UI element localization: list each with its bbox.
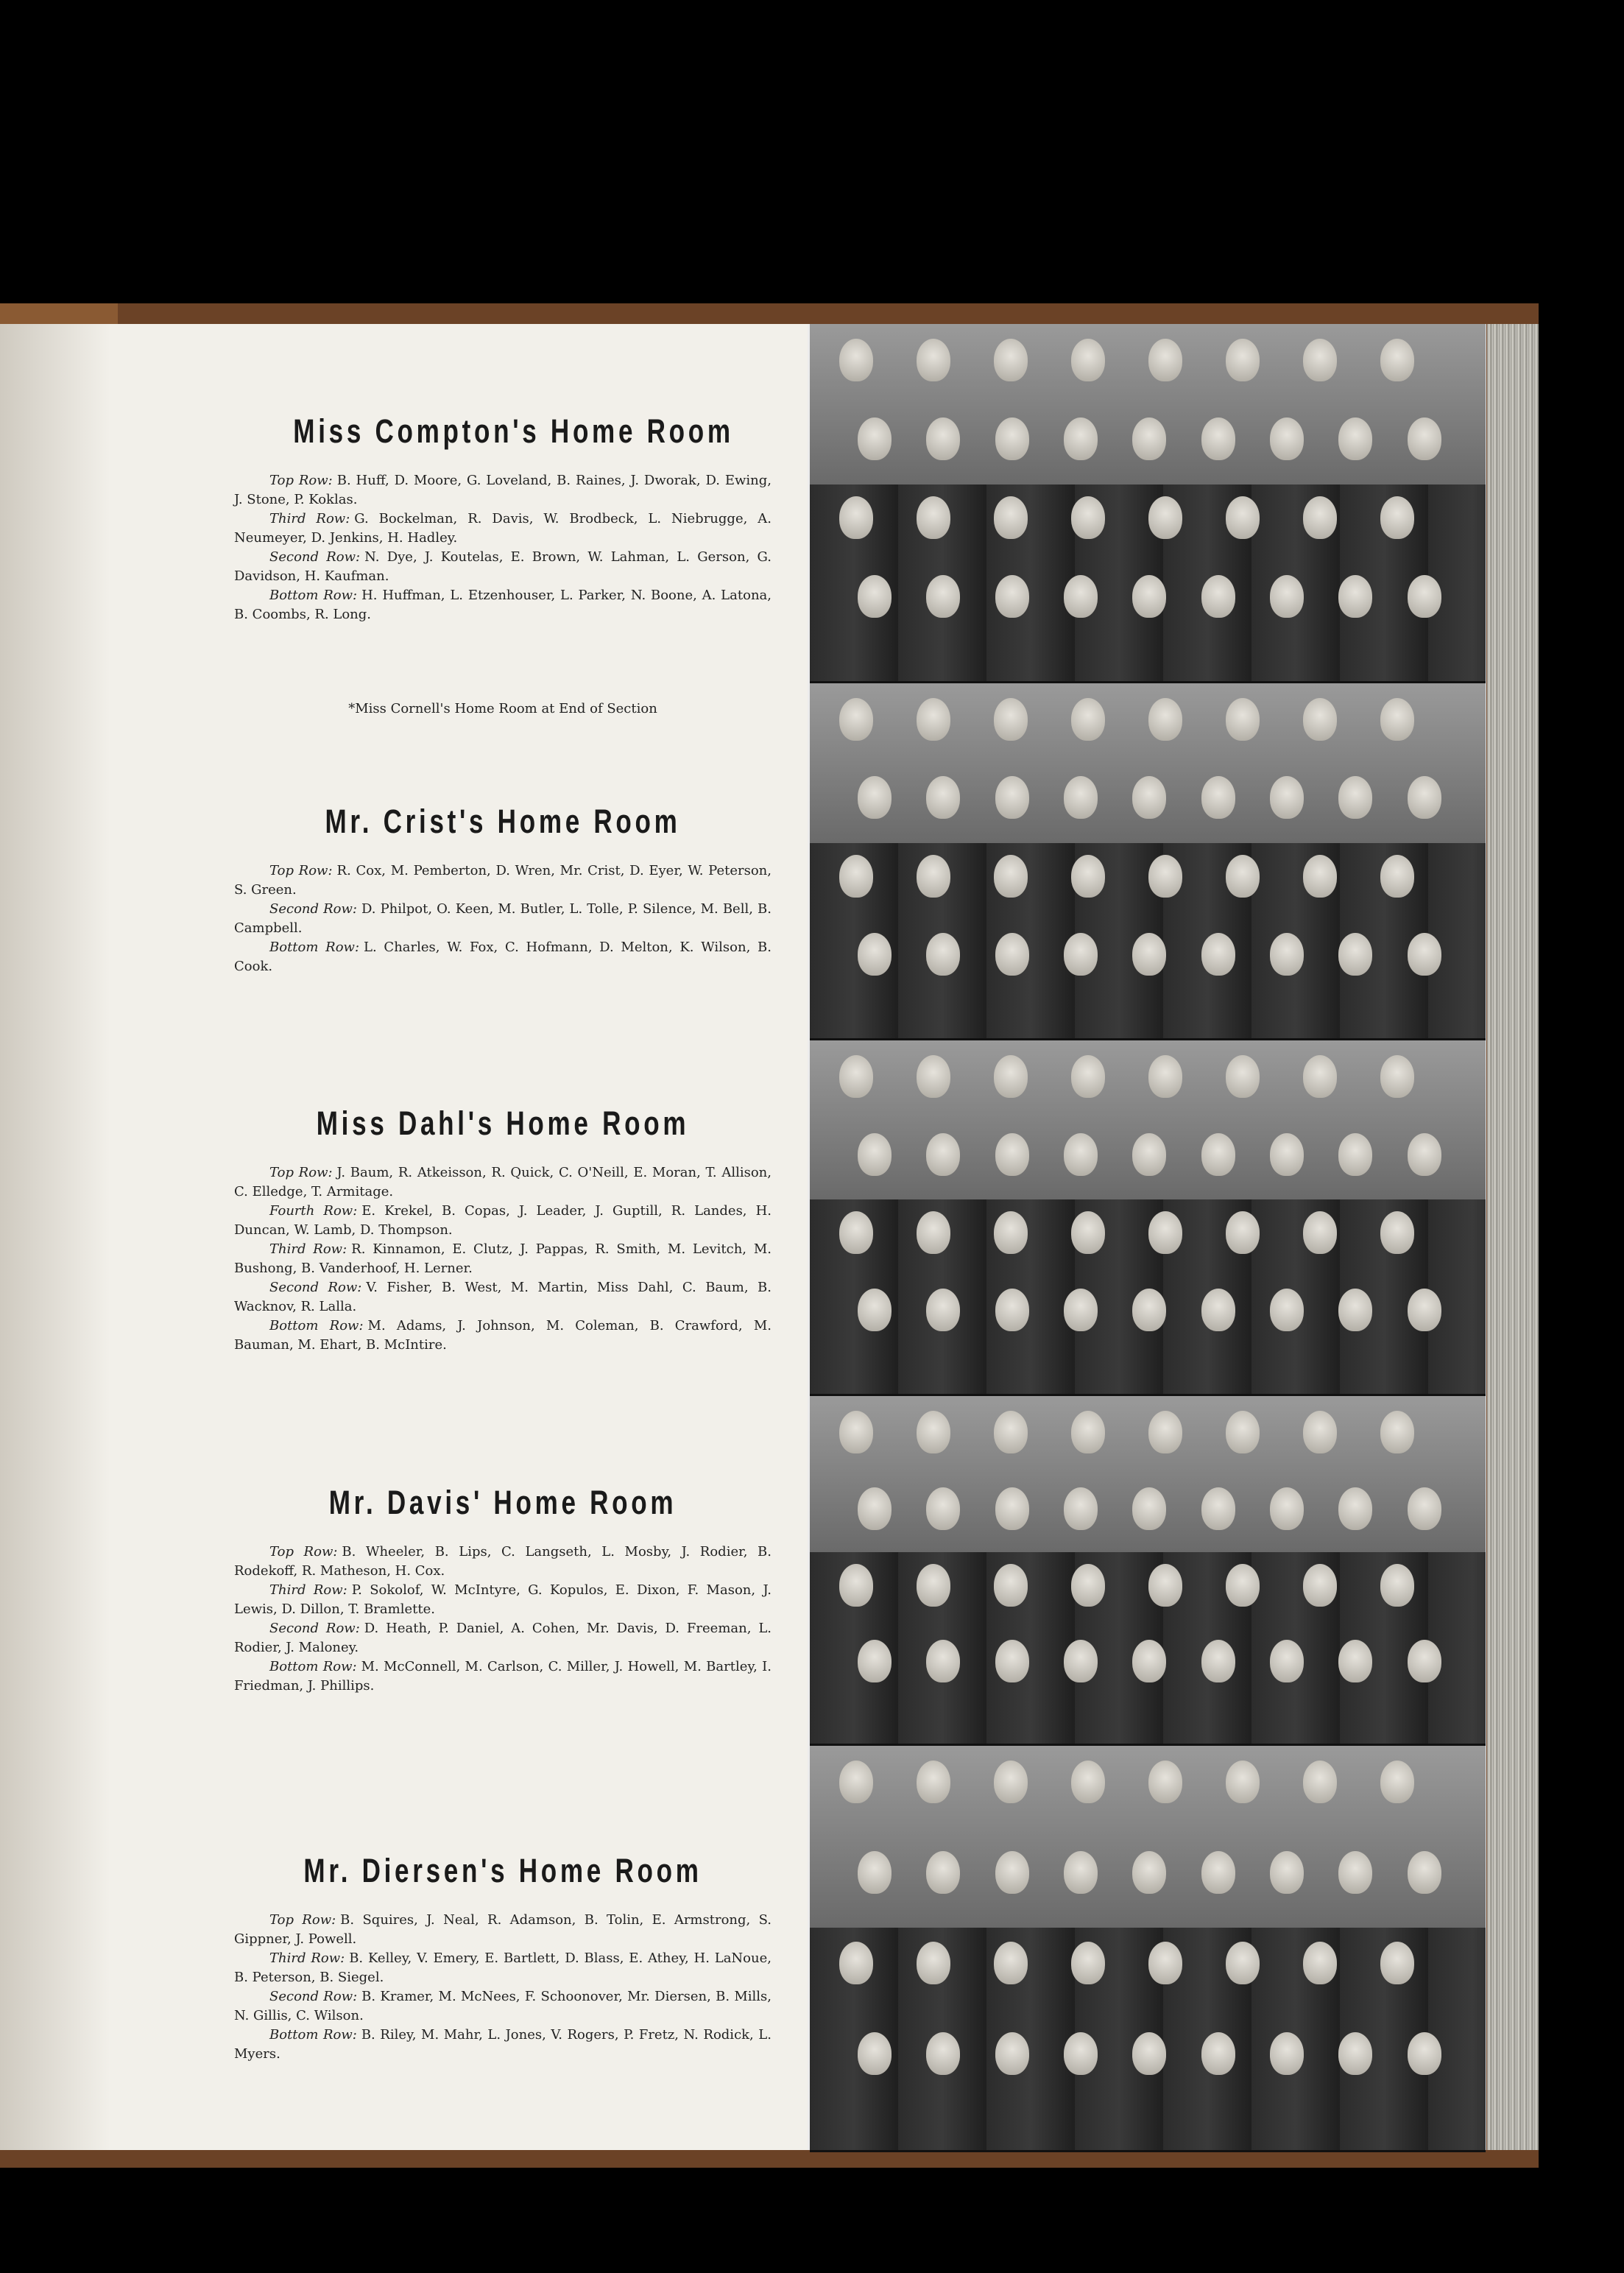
student-face — [995, 1851, 1029, 1894]
student-face — [1201, 1487, 1235, 1530]
student-face — [1071, 1055, 1105, 1098]
student-face — [917, 1761, 950, 1803]
student-face — [1132, 575, 1166, 618]
student-face — [1132, 417, 1166, 460]
student-face — [1303, 1055, 1337, 1098]
student-face — [839, 698, 873, 741]
student-face — [1226, 698, 1260, 741]
row-label: Second Row: — [269, 1280, 362, 1295]
row-names: G. Bockelman, R. Davis, W. Brodbeck, L. Niebrugge, A. Neumeyer, D. Jenkins, H. Hadley. — [234, 511, 772, 546]
student-face — [1338, 1640, 1372, 1682]
student-face — [1132, 1640, 1166, 1682]
row-label: Top Row: — [269, 1544, 338, 1560]
row-caption — [234, 1240, 772, 1278]
student-face — [1380, 698, 1414, 741]
student-face — [1380, 855, 1414, 898]
student-face — [839, 339, 873, 381]
student-face — [1408, 575, 1441, 618]
footnote: *Miss Cornell's Home Room at End of Section — [348, 701, 657, 716]
row-caption — [234, 1911, 772, 1949]
row-caption — [234, 548, 772, 586]
row-label: Top Row: — [269, 863, 333, 878]
homeroom-section-compton — [234, 412, 772, 624]
student-face — [926, 1487, 960, 1530]
student-face — [1201, 1133, 1235, 1176]
row-names: B. Kramer, M. McNees, F. Schoonover, Mr. Diersen, B. Mills, N. Gillis, C. Wilson. — [234, 1989, 772, 2023]
student-face — [917, 496, 950, 539]
student-face — [995, 933, 1029, 976]
row-label: Third Row: — [269, 511, 350, 526]
student-face — [1064, 2032, 1098, 2075]
student-face — [1132, 1851, 1166, 1894]
student-face — [917, 698, 950, 741]
student-face — [994, 496, 1028, 539]
student-face — [995, 1487, 1029, 1530]
student-face — [1270, 1133, 1304, 1176]
student-face — [1303, 1211, 1337, 1254]
student-face — [1148, 339, 1182, 381]
student-face — [1064, 776, 1098, 819]
student-face — [1270, 575, 1304, 618]
student-face — [1064, 1133, 1098, 1176]
student-face — [994, 1211, 1028, 1254]
student-face — [1408, 1487, 1441, 1530]
student-face — [995, 1289, 1029, 1331]
student-face — [1408, 1133, 1441, 1176]
row-names: J. Baum, R. Atkeisson, R. Quick, C. O'Neill, E. Moran, T. Allison, C. Elledge, T. Armitage. — [234, 1165, 772, 1199]
student-face — [994, 339, 1028, 381]
student-face — [1408, 1289, 1441, 1331]
row-label: Bottom Row: — [269, 1659, 357, 1674]
row-names: M. McConnell, M. Carlson, C. Miller, J. Howell, M. Bartley, I. Friedman, J. Phillips. — [234, 1659, 772, 1694]
student-face — [1380, 1564, 1414, 1607]
student-face — [1071, 1411, 1105, 1453]
student-face — [1132, 1289, 1166, 1331]
student-face — [1148, 1055, 1182, 1098]
student-face — [1338, 1487, 1372, 1530]
student-face — [995, 575, 1029, 618]
section-title: Mr. Davis' Home Room — [328, 1484, 677, 1521]
row-label: Third Row: — [269, 1950, 345, 1966]
student-face — [858, 2032, 892, 2075]
student-face — [1201, 933, 1235, 976]
student-face — [1338, 1133, 1372, 1176]
student-face — [1380, 1055, 1414, 1098]
student-face — [839, 1761, 873, 1803]
student-face — [995, 417, 1029, 460]
student-face — [1226, 1761, 1260, 1803]
student-face — [1148, 1211, 1182, 1254]
row-caption — [234, 1278, 772, 1317]
student-face — [1226, 1055, 1260, 1098]
student-face — [1303, 1942, 1337, 1984]
row-caption — [234, 1317, 772, 1355]
student-face — [1408, 2032, 1441, 2075]
row-caption — [234, 1657, 772, 1696]
student-face — [1071, 1564, 1105, 1607]
student-face — [1148, 1564, 1182, 1607]
student-face — [1071, 1942, 1105, 1984]
row-label: Bottom Row: — [269, 940, 360, 955]
student-face — [1132, 2032, 1166, 2075]
homeroom-section-crist — [234, 803, 772, 976]
student-face — [1380, 1211, 1414, 1254]
student-face — [858, 417, 892, 460]
student-face — [839, 1564, 873, 1607]
row-caption — [234, 861, 772, 900]
homeroom-section-davis — [234, 1484, 772, 1696]
row-label: Fourth Row: — [269, 1203, 358, 1219]
student-face — [926, 1640, 960, 1682]
student-face — [994, 698, 1028, 741]
student-face — [1148, 1761, 1182, 1803]
student-face — [926, 575, 960, 618]
student-face — [917, 855, 950, 898]
row-names: P. Sokolof, W. McIntyre, G. Kopulos, E. Dixon, F. Mason, J. Lewis, D. Dillon, T. Bramlette. — [234, 1582, 772, 1617]
class-photo-diersen — [810, 1746, 1486, 2152]
row-label: Top Row: — [269, 1165, 333, 1180]
student-face — [1270, 417, 1304, 460]
student-face — [917, 1564, 950, 1607]
student-face — [1064, 1851, 1098, 1894]
student-face — [1064, 575, 1098, 618]
student-face — [1064, 1289, 1098, 1331]
student-face — [1303, 1761, 1337, 1803]
student-face — [858, 933, 892, 976]
student-face — [1303, 698, 1337, 741]
student-face — [1338, 2032, 1372, 2075]
student-face — [858, 575, 892, 618]
student-face — [1201, 2032, 1235, 2075]
class-photo-crist — [810, 683, 1486, 1040]
student-face — [1071, 855, 1105, 898]
student-face — [1071, 1761, 1105, 1803]
student-face — [1132, 933, 1166, 976]
row-names: B. Kelley, V. Emery, E. Bartlett, D. Blass, E. Athey, H. LaNoue, B. Peterson, B. Siegel. — [234, 1950, 772, 1985]
student-face — [1380, 339, 1414, 381]
student-face — [1201, 417, 1235, 460]
section-title: Mr. Crist's Home Room — [325, 803, 681, 840]
student-face — [1380, 1942, 1414, 1984]
student-face — [1226, 496, 1260, 539]
row-names: D. Philpot, O. Keen, M. Butler, L. Tolle, P. Silence, M. Bell, B. Campbell. — [234, 901, 772, 936]
row-label: Third Row: — [269, 1241, 347, 1257]
student-face — [1380, 496, 1414, 539]
student-face — [1064, 1640, 1098, 1682]
row-caption — [234, 938, 772, 976]
row-label: Second Row: — [269, 901, 357, 917]
student-face — [858, 1487, 892, 1530]
row-caption — [234, 1202, 772, 1240]
page-edges — [1487, 324, 1539, 2150]
student-face — [1071, 339, 1105, 381]
row-caption — [234, 586, 772, 624]
row-names: V. Fisher, B. West, M. Martin, Miss Dahl, C. Baum, B. Wacknov, R. Lalla. — [234, 1280, 772, 1314]
student-face — [1064, 417, 1098, 460]
student-face — [1408, 776, 1441, 819]
row-names: B. Huff, D. Moore, G. Loveland, B. Raines, J. Dworak, D. Ewing, J. Stone, P. Koklas. — [234, 473, 772, 507]
student-face — [995, 2032, 1029, 2075]
row-names: N. Dye, J. Koutelas, E. Brown, W. Lahman, L. Gerson, G. Davidson, H. Kaufman. — [234, 549, 772, 584]
student-face — [839, 496, 873, 539]
homeroom-section-dahl — [234, 1104, 772, 1355]
student-face — [1303, 1411, 1337, 1453]
student-face — [1338, 417, 1372, 460]
student-face — [1303, 496, 1337, 539]
row-caption — [234, 1619, 772, 1657]
student-face — [1201, 1851, 1235, 1894]
student-face — [1132, 1487, 1166, 1530]
row-label: Bottom Row: — [269, 2027, 357, 2043]
row-caption — [234, 1949, 772, 1987]
student-face — [1064, 1487, 1098, 1530]
student-face — [1226, 1564, 1260, 1607]
student-face — [1226, 1411, 1260, 1453]
student-face — [917, 1942, 950, 1984]
student-face — [1303, 855, 1337, 898]
student-face — [926, 2032, 960, 2075]
row-names: L. Charles, W. Fox, C. Hofmann, D. Melton, K. Wilson, B. Cook. — [234, 940, 772, 974]
row-label: Bottom Row: — [269, 1318, 364, 1333]
student-face — [1270, 1487, 1304, 1530]
student-face — [1201, 1640, 1235, 1682]
student-face — [917, 339, 950, 381]
student-face — [1132, 776, 1166, 819]
student-face — [1226, 1942, 1260, 1984]
row-caption — [234, 471, 772, 510]
student-face — [1148, 855, 1182, 898]
section-title: Mr. Diersen's Home Room — [303, 1852, 702, 1889]
student-face — [926, 933, 960, 976]
row-caption — [234, 1987, 772, 2026]
student-face — [1148, 1411, 1182, 1453]
student-face — [994, 1055, 1028, 1098]
student-face — [1226, 855, 1260, 898]
student-face — [1408, 933, 1441, 976]
class-photo-dahl — [810, 1040, 1486, 1396]
student-face — [926, 1133, 960, 1176]
student-face — [1226, 1211, 1260, 1254]
student-face — [1071, 698, 1105, 741]
section-title: Miss Dahl's Home Room — [316, 1104, 690, 1142]
student-face — [1270, 1289, 1304, 1331]
section-title: Miss Compton's Home Room — [293, 412, 734, 450]
student-face — [1408, 417, 1441, 460]
student-face — [994, 1564, 1028, 1607]
row-label: Top Row: — [269, 1912, 336, 1928]
row-label: Second Row: — [269, 1989, 358, 2004]
student-face — [926, 1289, 960, 1331]
student-face — [1132, 1133, 1166, 1176]
student-face — [858, 1851, 892, 1894]
student-face — [1338, 1851, 1372, 1894]
student-face — [1408, 1851, 1441, 1894]
student-face — [1270, 1851, 1304, 1894]
student-face — [1148, 1942, 1182, 1984]
row-caption — [234, 900, 772, 938]
row-caption — [234, 2026, 772, 2064]
student-face — [926, 776, 960, 819]
student-face — [1303, 339, 1337, 381]
row-names: R. Cox, M. Pemberton, D. Wren, Mr. Crist, D. Eyer, W. Peterson, S. Green. — [234, 863, 772, 898]
row-names: B. Squires, J. Neal, R. Adamson, B. Tolin, E. Armstrong, S. Gippner, J. Powell. — [234, 1912, 772, 1947]
student-face — [839, 1411, 873, 1453]
student-face — [1071, 1211, 1105, 1254]
student-face — [858, 776, 892, 819]
row-names: E. Krekel, B. Copas, J. Leader, J. Guptill, R. Landes, H. Duncan, W. Lamb, D. Thompson. — [234, 1203, 772, 1238]
row-caption — [234, 1581, 772, 1619]
student-face — [1226, 339, 1260, 381]
student-face — [1270, 776, 1304, 819]
student-face — [995, 1640, 1029, 1682]
student-face — [1408, 1640, 1441, 1682]
student-face — [858, 1640, 892, 1682]
class-photo-davis — [810, 1396, 1486, 1746]
row-label: Second Row: — [269, 549, 361, 565]
student-face — [1148, 496, 1182, 539]
student-face — [1380, 1411, 1414, 1453]
student-face — [994, 855, 1028, 898]
student-face — [1064, 933, 1098, 976]
student-face — [1270, 1640, 1304, 1682]
row-label: Second Row: — [269, 1621, 360, 1636]
student-face — [858, 1289, 892, 1331]
student-face — [994, 1411, 1028, 1453]
student-face — [994, 1942, 1028, 1984]
student-face — [995, 1133, 1029, 1176]
homeroom-section-diersen — [234, 1852, 772, 2064]
student-face — [1201, 1289, 1235, 1331]
student-face — [1148, 698, 1182, 741]
row-names: B. Wheeler, B. Lips, C. Langseth, L. Mosby, J. Rodier, B. Rodekoff, R. Matheson, H. Cox. — [234, 1544, 772, 1579]
student-face — [1338, 1289, 1372, 1331]
class-photo-compton — [810, 324, 1486, 683]
student-face — [839, 1211, 873, 1254]
student-face — [926, 1851, 960, 1894]
student-face — [1201, 776, 1235, 819]
row-names: D. Heath, P. Daniel, A. Cohen, Mr. Davis, D. Freeman, L. Rodier, J. Maloney. — [234, 1621, 772, 1655]
student-face — [917, 1211, 950, 1254]
row-names: B. Riley, M. Mahr, L. Jones, V. Rogers, P. Fretz, N. Rodick, L. Myers. — [234, 2027, 772, 2062]
student-face — [839, 1942, 873, 1984]
student-face — [1338, 776, 1372, 819]
row-caption — [234, 1543, 772, 1581]
student-face — [858, 1133, 892, 1176]
student-face — [917, 1411, 950, 1453]
student-face — [839, 855, 873, 898]
row-label: Bottom Row: — [269, 588, 358, 603]
row-names: R. Kinnamon, E. Clutz, J. Pappas, R. Smith, M. Levitch, M. Bushong, B. Vanderhoof, H. Lerner. — [234, 1241, 772, 1276]
row-label: Top Row: — [269, 473, 333, 488]
student-face — [839, 1055, 873, 1098]
student-face — [1303, 1564, 1337, 1607]
student-face — [1338, 933, 1372, 976]
page-gutter-shadow — [0, 324, 110, 2150]
row-caption — [234, 1163, 772, 1202]
student-face — [1270, 933, 1304, 976]
student-face — [917, 1055, 950, 1098]
row-label: Third Row: — [269, 1582, 347, 1598]
student-face — [1338, 575, 1372, 618]
student-face — [995, 776, 1029, 819]
student-face — [994, 1761, 1028, 1803]
student-face — [1201, 575, 1235, 618]
student-face — [926, 417, 960, 460]
student-face — [1071, 496, 1105, 539]
student-face — [1380, 1761, 1414, 1803]
row-caption — [234, 510, 772, 548]
row-names: M. Adams, J. Johnson, M. Coleman, B. Crawford, M. Bauman, M. Ehart, B. McIntire. — [234, 1318, 772, 1353]
row-names: H. Huffman, L. Etzenhouser, L. Parker, N. Boone, A. Latona, B. Coombs, R. Long. — [234, 588, 772, 622]
student-face — [1270, 2032, 1304, 2075]
